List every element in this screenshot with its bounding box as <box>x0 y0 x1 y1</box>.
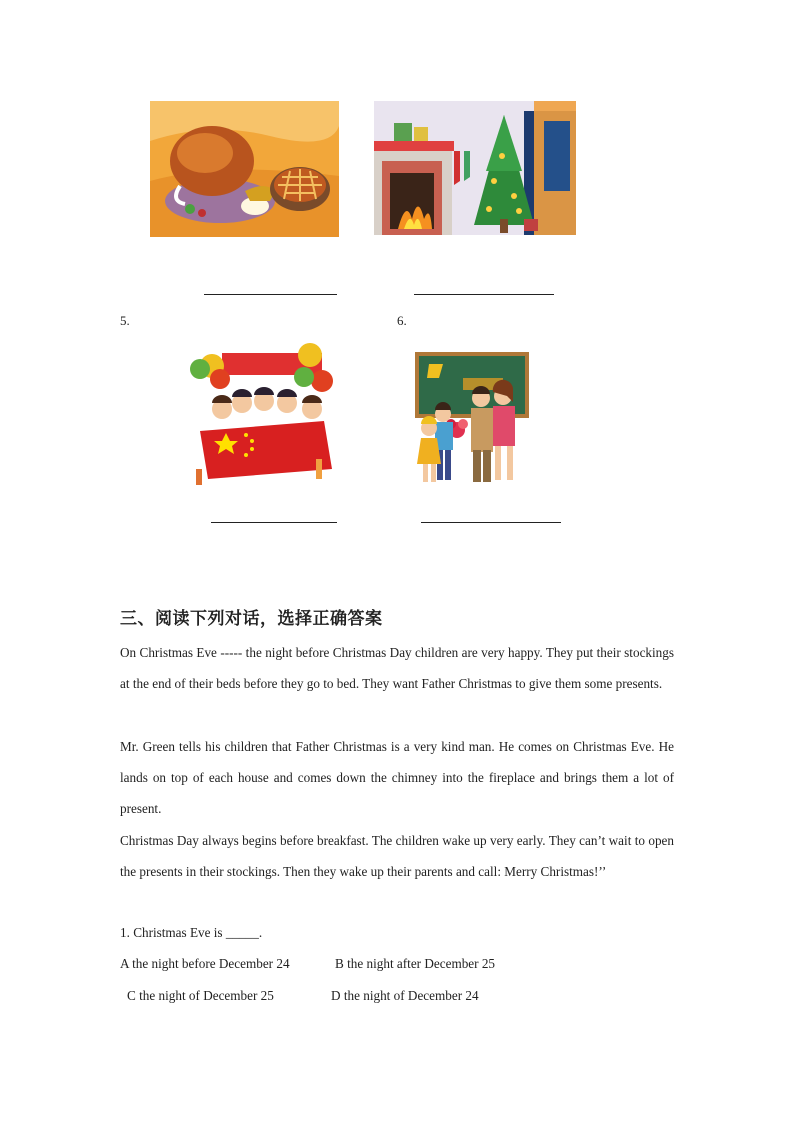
passage-paragraph-2: Mr. Green tells his children that Father Christmas is a very kind man. He comes on Christmas Eve. He lands on top of each house and comes down the chimney into the fireplace and brings them a lot of present. <box>120 739 674 816</box>
passage-paragraph-3: Christmas Day always begins before breakfast. The children wake up very early. They can’t wait to open the presents in their stockings. Then they wake up their parents and call: Merry Christmas!’’ <box>120 833 674 879</box>
answer-line-3 <box>211 522 337 523</box>
option-c: C the night of December 25 <box>127 988 274 1003</box>
option-b: B the night after December 25 <box>335 956 496 971</box>
question-1-stem: 1. Christmas Eve is _____. <box>120 925 263 940</box>
children-flag-picture <box>182 341 344 491</box>
option-d: D the night of December 24 <box>331 988 479 1003</box>
section-heading: 三、阅读下列对话，选择正确答案 <box>120 609 383 629</box>
turkey-pie-picture <box>150 101 339 237</box>
item-number-5: 5. <box>120 313 130 328</box>
answer-line-4 <box>421 522 561 523</box>
answer-line-2 <box>414 294 554 295</box>
fireplace-tree-picture <box>374 101 576 235</box>
item-number-6: 6. <box>397 313 407 328</box>
option-a: A the night before December 24 <box>120 956 290 971</box>
passage-paragraph-1: On Christmas Eve ----- the night before Christmas Day children are very happy. They put their stockings at the end of their beds before they go to bed. They want Father Christmas to give them some presents. <box>120 645 674 691</box>
teachers-day-picture <box>413 350 548 493</box>
answer-line-1 <box>204 294 337 295</box>
